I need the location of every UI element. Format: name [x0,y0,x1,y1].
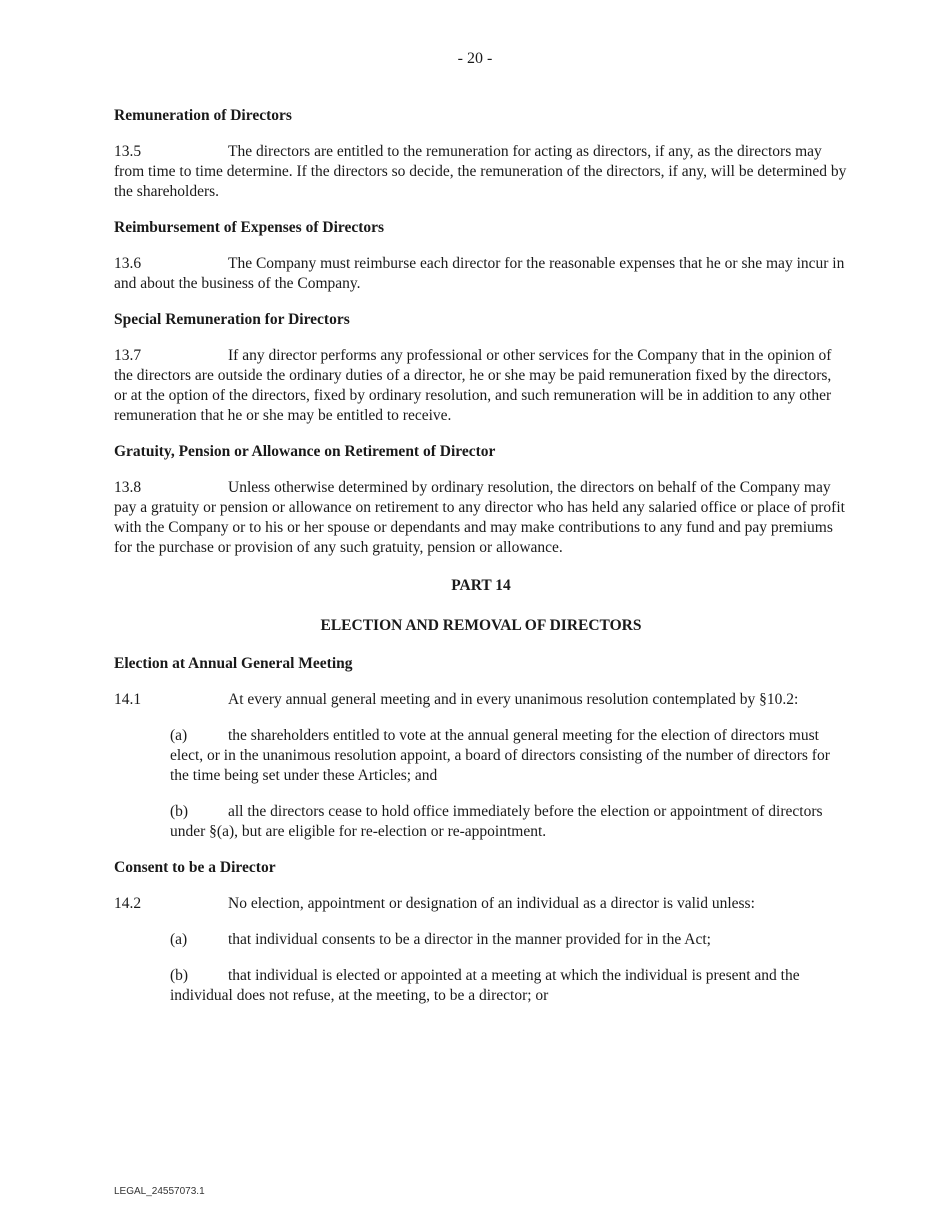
subparagraph-14-2-a [170,930,848,950]
subparagraph-14-1-a [170,726,848,786]
section-number: 13.6 [114,255,142,272]
section-number: 13.8 [114,479,142,496]
page-content [114,106,848,1022]
paragraph-text: No election, appointment or designation of an individual as a director is valid unless: [228,895,755,912]
heading-gratuity-pension: Gratuity, Pension or Allowance on Retirement of Director [114,443,496,460]
heading-reimbursement-of-expenses: Reimbursement of Expenses of Directors [114,219,385,236]
part-subtitle: ELECTION AND REMOVAL OF DIRECTORS [320,617,642,634]
section-number: 13.5 [114,143,142,160]
paragraph-text: The directors are entitled to the remuneration for acting as directors, if any, as the directors may from time to time determine. If the directors so decide, the remuneration of the directors, if any, will be determined by the shareholders. [114,143,847,200]
paragraph-14-1 [114,690,848,710]
heading-election-at-agm: Election at Annual General Meeting [114,655,353,672]
subparagraph-14-1-b [170,802,848,842]
subparagraph-label: (b) [170,967,189,984]
paragraph-13-6 [114,254,848,294]
subparagraph-text: that individual consents to be a director in the manner provided for in the Act; [228,931,711,948]
subparagraph-14-2-b [170,966,848,1006]
section-number: 14.2 [114,895,142,912]
page-number: - 20 - [457,50,493,67]
subparagraph-label: (b) [170,803,189,820]
paragraph-text: If any director performs any professional or other services for the Company that in the opinion of the directors are outside the ordinary duties of a director, he or she may be paid remuneration fixed by the directors, or at the option of the directors, fixed by ordinary resolution, and such remuneration will be in addition to any other remuneration that he or she may be entitled to receive. [114,347,832,424]
subparagraph-label: (a) [170,727,188,744]
document-footer-id: LEGAL_24557073.1 [114,1186,205,1197]
paragraph-13-7 [114,346,848,426]
section-number: 14.1 [114,691,142,708]
part-title: PART 14 [451,577,511,594]
paragraph-14-2 [114,894,848,914]
subparagraph-text: all the directors cease to hold office immediately before the election or appointment of directors under §(a), but are eligible for re-election or re-appointment. [170,803,823,840]
section-number: 13.7 [114,347,142,364]
subparagraph-text: that individual is elected or appointed at a meeting at which the individual is present and the individual does not refuse, at the meeting, to be a director; or [170,967,800,1004]
paragraph-13-8 [114,478,848,558]
subparagraph-text: the shareholders entitled to vote at the annual general meeting for the election of directors must elect, or in the unanimous resolution appoint, a board of directors consisting of the number of directors for the time being set under these Articles; and [170,727,830,784]
subparagraph-label: (a) [170,931,188,948]
heading-remuneration-of-directors: Remuneration of Directors [114,107,292,124]
paragraph-text: At every annual general meeting and in every unanimous resolution contemplated by §10.2: [228,691,799,708]
paragraph-text: The Company must reimburse each director for the reasonable expenses that he or she may incur in and about the business of the Company. [114,255,845,292]
paragraph-13-5 [114,142,848,202]
paragraph-text: Unless otherwise determined by ordinary resolution, the directors on behalf of the Company may pay a gratuity or pension or allowance on retirement to any director who has held any salaried office or place of profit with the Company or to his or her spouse or dependants and may make contributions to any fund and pay premiums for the purchase or provision of any such gratuity, pension or allowance. [114,479,845,556]
heading-consent-to-be-director: Consent to be a Director [114,859,276,876]
heading-special-remuneration: Special Remuneration for Directors [114,311,350,328]
